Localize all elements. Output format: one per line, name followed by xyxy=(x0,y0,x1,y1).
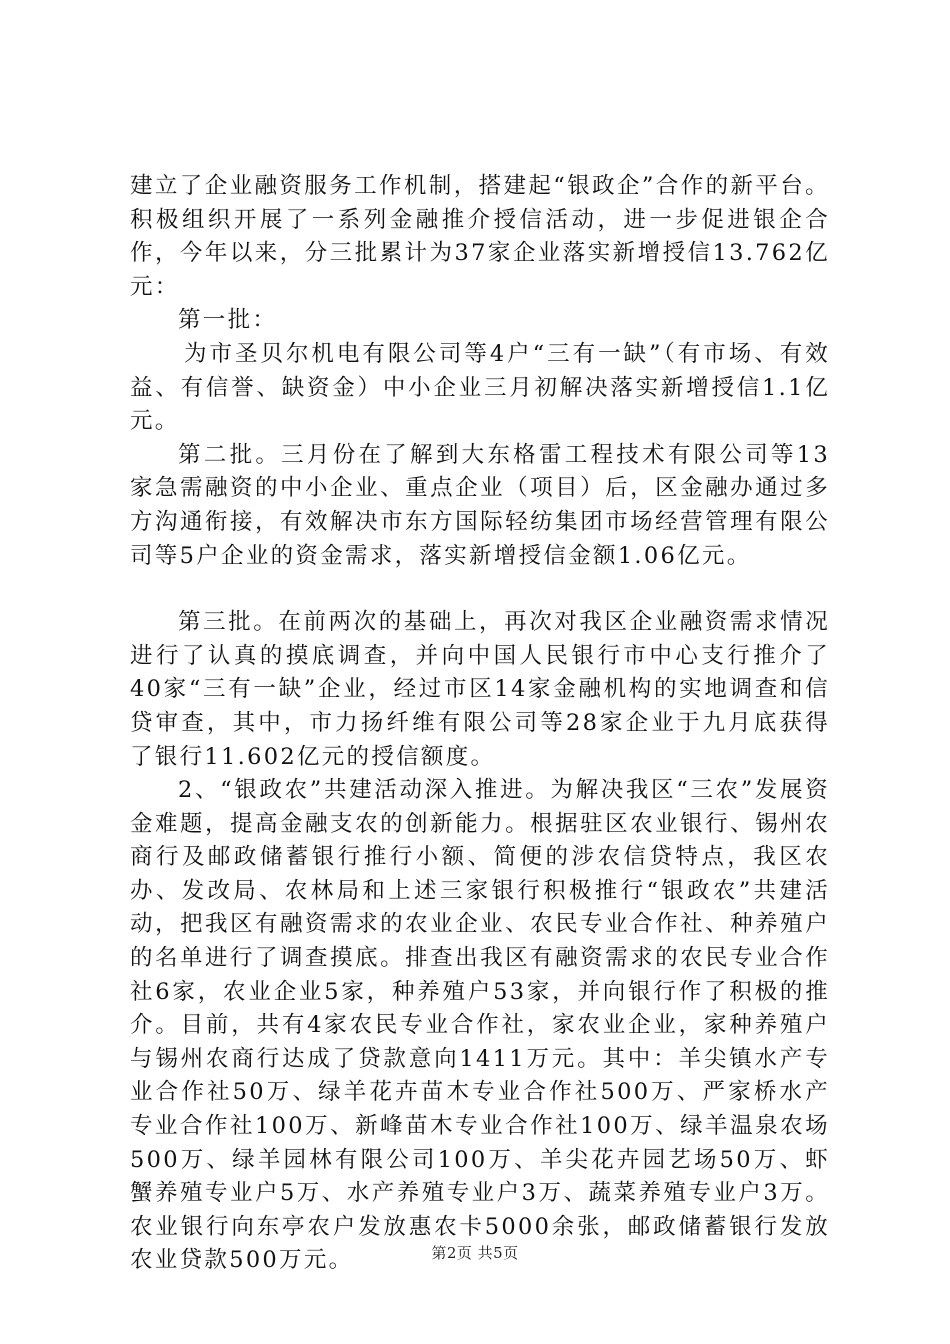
paragraph-batch1-body: 为市圣贝尔机电有限公司等4户“三有一缺”（有市场、有效益、有信誉、缺资金）中小企业三月初解决落实新增授信1.1亿元。 xyxy=(130,340,830,435)
page-number-footer: 第2页 共5页 xyxy=(431,1244,519,1262)
paragraph-batch1-heading: 第一批： xyxy=(178,307,278,334)
paragraph-intro: 建立了企业融资服务工作机制，搭建起“银政企”合作的新平台。积极组织开展了一系列金融推介授信活动，进一步促进银企合作，今年以来，分三批累计为37家企业落实新增授信13.762亿元： xyxy=(130,173,830,300)
paragraph-batch3: 第三批。在前两次的基础上，再次对我区企业融资需求情况进行了认真的摸底调查，并向中国人民银行市中心支行推介了40家“三有一缺”企业，经过市区14家金融机构的实地调查和信贷审查，其中，市力扬纤维有限公司等28家企业于九月底获得了银行11.602亿元的授信额度。 xyxy=(130,609,830,770)
paragraph-batch2: 第二批。三月份在了解到大东格雷工程技术有限公司等13家急需融资的中小企业、重点企业（项目）后，区金融办通过多方沟通衔接，有效解决市东方国际轻纺集团市场经营管理有限公司等5户企业的资金需求，落实新增授信金额1.06亿元。 xyxy=(130,441,830,569)
paragraph-section2: 2、“银政农”共建活动深入推进。为解决我区“三农”发展资金难题，提高金融支农的创新能力。根据驻区农业银行、锡州农商行及邮政储蓄银行推行小额、简便的涉农信贷特点，我区农办、发改局、农林局和上述三家银行积极推行“银政农”共建活动，把我区有融资需求的农业企业、农民专业合作社、种养殖户的名单进行了调查摸底。排查出我区有融资需求的农民专业合作社6家，农业企业5家，种养殖户53家，并向银行作了积极的推介。目前，共有4家农民专业合作社，家农业企业，家种养殖户与锡州农商行达成了贷款意向1411万元。其中：羊尖镇水产专业合作社50万、绿羊花卉苗木专业合作社500万、严家桥水产专业合作社100万、新峰苗木专业合作社100万、绿羊温泉农场500万、绿羊园林有限公司100万、羊尖花卉园艺场50万、虾蟹养殖专业户5万、水产养殖专业户3万、蔬菜养殖专业户3万。农业银行向东亭农户发放惠农卡5000余张，邮政储蓄银行发放农业贷款500万元。 xyxy=(130,777,830,1274)
document-body xyxy=(130,170,830,1278)
paragraph-spacer xyxy=(130,573,830,606)
